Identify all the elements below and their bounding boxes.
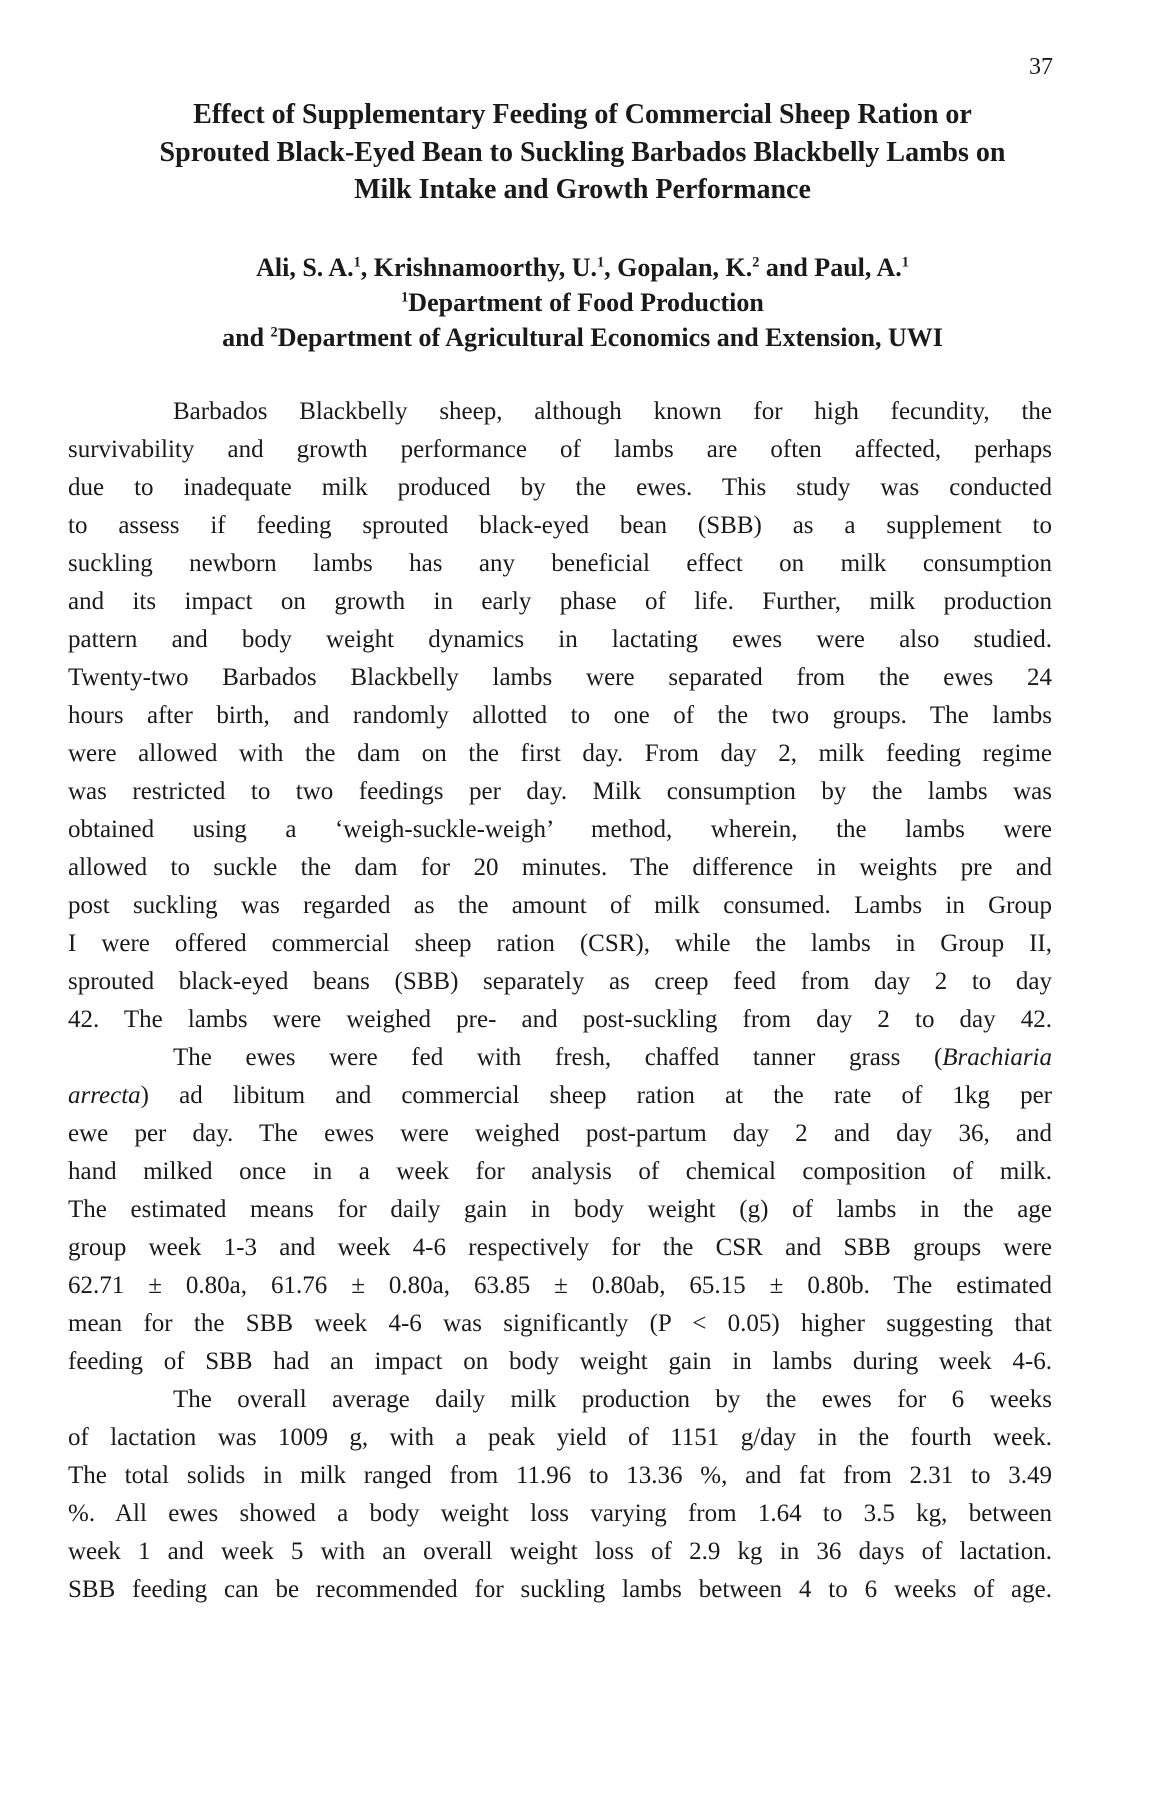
affiliation-2: and $^2$Department of Agricultural Economics and Extension, UWI: [222, 323, 943, 352]
body-line: I were offered commercial sheep ration (CSR), while the lambs in Group II,: [68, 930, 1052, 957]
author-block: [0, 250, 1165, 355]
species-name: arrecta: [68, 1082, 141, 1109]
body-line: obtained using a ‘weigh-suckle-weigh’ method, wherein, the lambs were: [68, 816, 1052, 843]
body-line: sprouted black-eyed beans (SBB) separately as creep feed from day 2 to day: [68, 968, 1052, 995]
body-line: Barbados Blackbelly sheep, although known for high fecundity, the: [173, 398, 1052, 425]
body-line: survivability and growth performance of lambs are often affected, perhaps: [68, 436, 1052, 463]
body-line: The estimated means for daily gain in body weight (g) of lambs in the age: [68, 1196, 1052, 1223]
body-line: hand milked once in a week for analysis of chemical composition of milk.: [68, 1158, 1052, 1185]
body-line: week 1 and week 5 with an overall weight loss of 2.9 kg in 36 days of lactation.: [68, 1538, 1052, 1565]
body-line: The ewes were fed with fresh, chaffed tanner grass (Brachiaria: [173, 1044, 1052, 1071]
title-line: Effect of Supplementary Feeding of Commercial Sheep Ration or: [193, 99, 972, 130]
body-line: hours after birth, and randomly allotted to one of the two groups. The lambs: [68, 702, 1052, 729]
body-line: feeding of SBB had an impact on body weight gain in lambs during week 4-6.: [68, 1348, 1052, 1375]
body-line: 42. The lambs were weighed pre- and post-suckling from day 2 to day 42.: [68, 1006, 1052, 1033]
body-line: was restricted to two feedings per day. Milk consumption by the lambs was: [68, 778, 1052, 805]
body-line: due to inadequate milk produced by the ewes. This study was conducted: [68, 474, 1052, 501]
body-line: post suckling was regarded as the amount of milk consumed. Lambs in Group: [68, 892, 1052, 919]
body-line: group week 1-3 and week 4-6 respectively for the CSR and SBB groups were: [68, 1234, 1052, 1261]
body-line: The overall average daily milk production by the ewes for 6 weeks: [173, 1386, 1052, 1413]
author-list: Ali, S. A.$^1$, Krishnamoorthy, U.$^1$, Gopalan, K.$^2$ and Paul, A.$^1$: [256, 253, 909, 282]
title-line: Milk Intake and Growth Performance: [354, 174, 811, 205]
body-line: SBB feeding can be recommended for suckling lambs between 4 to 6 weeks of age.: [68, 1576, 1052, 1603]
body-line: arrecta) ad libitum and commercial sheep ration at the rate of 1kg per: [68, 1082, 1052, 1109]
species-name: Brachiaria: [942, 1044, 1052, 1071]
body-line: to assess if feeding sprouted black-eyed bean (SBB) as a supplement to: [68, 512, 1052, 539]
body-line: of lactation was 1009 g, with a peak yield of 1151 g/day in the fourth week.: [68, 1424, 1052, 1451]
body-line: mean for the SBB week 4-6 was significantly (P < 0.05) higher suggesting that: [68, 1310, 1052, 1337]
body-line: were allowed with the dam on the first day. From day 2, milk feeding regime: [68, 740, 1052, 767]
body-line: allowed to suckle the dam for 20 minutes. The difference in weights pre and: [68, 854, 1052, 881]
paper-title: [0, 96, 1165, 209]
body-line: Twenty-two Barbados Blackbelly lambs were separated from the ewes 24: [68, 664, 1052, 691]
body-line: suckling newborn lambs has any beneficial effect on milk consumption: [68, 550, 1052, 577]
title-line: Sprouted Black-Eyed Bean to Suckling Barbados Blackbelly Lambs on: [159, 136, 1006, 168]
body-line: ewe per day. The ewes were weighed post-partum day 2 and day 36, and: [68, 1120, 1052, 1147]
body-line: The total solids in milk ranged from 11.96 to 13.36 %, and fat from 2.31 to 3.49: [68, 1462, 1052, 1489]
affiliation-1: $^1$Department of Food Production: [401, 288, 764, 317]
body-line: pattern and body weight dynamics in lactating ewes were also studied.: [68, 626, 1052, 653]
body-line: and its impact on growth in early phase of life. Further, milk production: [68, 588, 1052, 615]
abstract-body: [68, 393, 1052, 1609]
page-number: 37: [1029, 54, 1053, 80]
body-line: 62.71 ± 0.80a, 61.76 ± 0.80a, 63.85 ± 0.80ab, 65.15 ± 0.80b. The estimated: [68, 1272, 1052, 1299]
body-line: %. All ewes showed a body weight loss varying from 1.64 to 3.5 kg, between: [68, 1500, 1052, 1527]
